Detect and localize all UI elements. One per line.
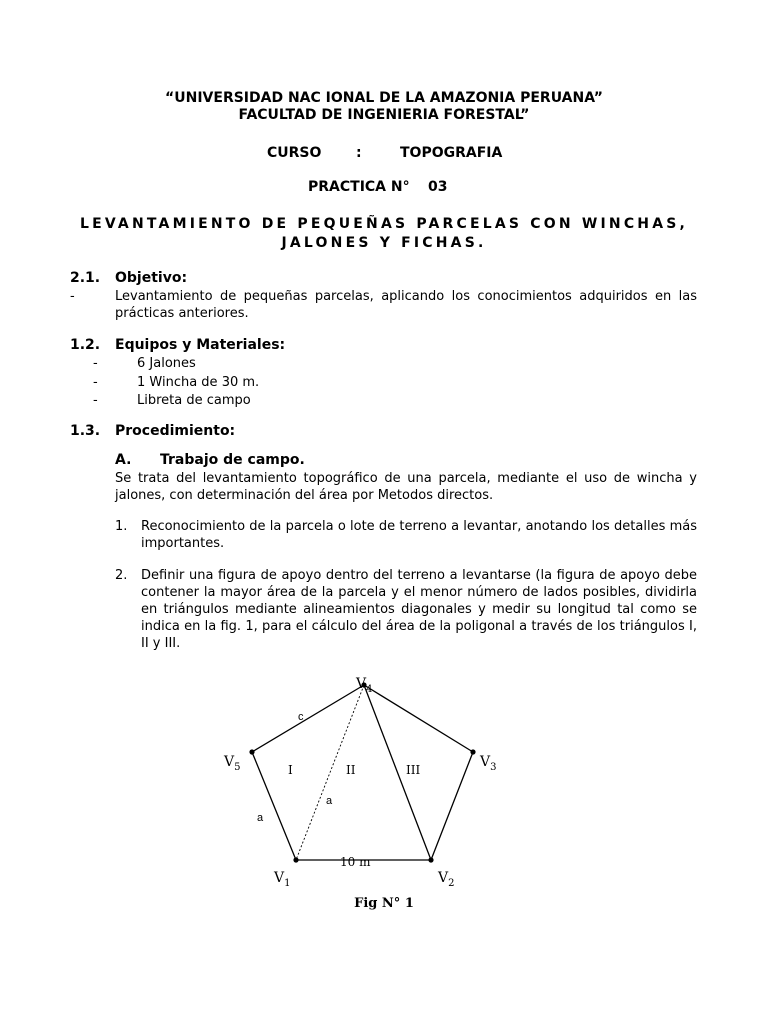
subsection-letter: A. [115,452,132,468]
figure-caption: Fig N° 1 [354,896,414,911]
section-heading-objetivo: Objetivo: [115,270,188,286]
bullet-dash: - [93,375,98,390]
step-number: 2. [115,568,128,583]
side-label-a: a [257,812,264,824]
practice-label: PRACTICA N° [308,179,410,195]
section-number-procedimiento: 1.3. [70,423,101,439]
vertex-label-v2: $V_2$ [438,870,455,889]
vertex-v5 [249,749,254,754]
document-title-line2: JALONES Y FICHAS. [281,235,487,251]
vertex-label-v1: $V_1$ [274,870,291,889]
course-name: TOPOGRAFIA [400,145,503,161]
section-number-equipos: 1.2. [70,337,101,353]
section-heading-procedimiento: Procedimiento: [115,423,236,439]
practice-number: 03 [428,179,448,195]
pentagon-outline [252,685,473,860]
diagonal-v4-v2 [364,685,431,860]
side-label-c: c [298,711,304,723]
bullet-dash: - [70,289,75,304]
objetivo-text: Levantamiento de pequeñas parcelas, aplicando los conocimientos adquiridos en las prácticas anteriores. [115,289,697,321]
side-v2-v3 [431,752,473,860]
vertex-v3 [470,749,475,754]
step-number: 1. [115,519,128,534]
vertex-v2 [428,857,433,862]
side-v3-v4 [364,685,473,752]
vertex-label-v5: $V_5$ [224,754,241,773]
vertex-v1 [293,857,298,862]
bullet-dash: - [93,393,98,408]
vertex-label-v4: $V_4$ [356,676,373,695]
university-name: “UNIVERSIDAD NAC IONAL DE LA AMAZONIA PERUANA” [165,90,603,106]
procedimiento-intro: Se trata del levantamiento topográfico de una parcela, mediante el uso de wincha y jalones, con determinación del área por Metodos directos. [115,471,697,503]
step-text: Definir una figura de apoyo dentro del terreno a levantarse (la figura de apoyo debe contener la mayor área de la parcela y el menor número de lados posibles, dividirla en triángulos mediante alineamientos diagonales y medir su longitud tal como se indica en la fig. 1, para el cálculo del área de la poligonal a través de los triángulos I, II y III. [141,568,697,651]
faculty-name: FACULTAD DE INGENIERIA FORESTAL” [238,107,530,123]
section-heading-equipos: Equipos y Materiales: [115,337,286,353]
step-text: Reconocimiento de la parcela o lote de terreno a levantar, anotando los detalles más importantes. [141,519,697,551]
list-item-equipo: 1 Wincha de 30 m. [137,375,260,390]
triangle-label-i: I [288,763,293,777]
course-colon: : [356,145,362,161]
vertex-label-v3: $V_3$ [480,754,497,773]
side-v4-v5 [252,685,364,752]
diagonal-label-a: a [326,795,333,807]
list-item-equipo: Libreta de campo [137,393,251,408]
course-label: CURSO [267,145,322,161]
list-item-equipo: 6 Jalones [137,356,196,371]
base-length-label: 10 m [340,855,371,869]
triangle-label-iii: III [406,763,421,777]
triangle-label-ii: II [346,763,356,777]
subsection-heading: Trabajo de campo. [160,452,305,468]
document-title-line1: LEVANTAMIENTO DE PEQUEÑAS PARCELAS CON WINCHAS, [79,216,689,232]
bullet-dash: - [93,356,98,371]
section-number-objetivo: 2.1. [70,270,101,286]
